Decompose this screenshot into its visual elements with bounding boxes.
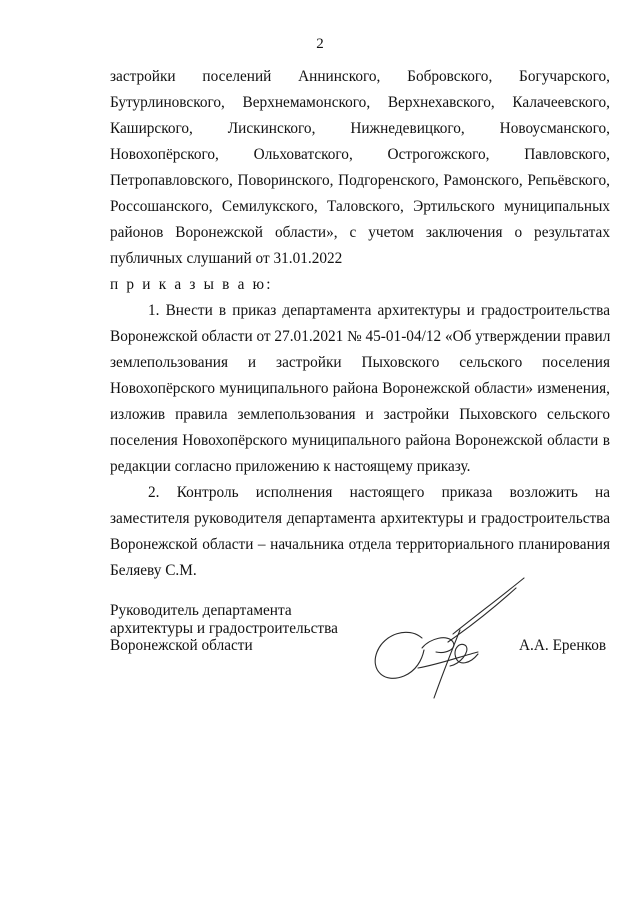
signatory-position [110,602,338,655]
item-1-line: поселения Новохопёрского муниципального района Воронежской области в [110,432,610,449]
text-line: районов Воронежской области», с учетом заключения о результатах [110,224,610,241]
signatory-position-line: Руководитель департамента [110,602,292,619]
handwritten-signature [360,572,535,707]
item-2-line: 2. Контроль исполнения настоящего приказа возложить на [148,484,610,501]
item-1-line: изложив правила землепользования и застройки Пыховского сельского [110,406,610,423]
item-2-line: Беляеву С.М. [110,562,197,579]
item-1-line: 1. Внести в приказ департамента архитектуры и градостроительства [148,302,610,319]
item-1-line: Новохопёрского муниципального района Воронежской области» изменения, [110,380,610,397]
item-2-line: заместителя руководителя департамента архитектуры и градостроительства [110,510,610,527]
document-body [110,64,610,584]
text-line: Петропавловского, Поворинского, Подгоренского, Рамонского, Репьёвского, [110,172,610,189]
signatory-name: А.А. Еренков [519,637,607,654]
text-line: Россошанского, Семилукского, Таловского, Эртильского муниципальных [110,198,610,215]
signatory-position-line: архитектуры и градостроительства [110,619,338,637]
item-1-line: землепользования и застройки Пыховского сельского поселения [110,354,610,371]
item-1-line: Воронежской области от 27.01.2021 № 45-01-04/12 «Об утверждении правил [110,328,611,345]
text-line: Каширского, Лискинского, Нижнедевицкого, Новоусманского, [110,120,610,137]
text-line: публичных слушаний от 31.01.2022 [110,250,343,267]
item-1-line: редакции согласно приложению к настоящему приказу. [110,458,471,475]
item-2-line: Воронежской области – начальника отдела территориального планирования [110,536,610,553]
page-number: 2 [316,36,324,52]
text-line: Новохопёрского, Ольховатского, Острогожского, Павловского, [110,146,610,163]
text-line: застройки поселений Аннинского, Бобровского, Богучарского, [110,68,610,85]
order-word: п р и к а з ы в а ю: [110,276,273,293]
text-line: Бутурлиновского, Верхнемамонского, Верхнехавского, Калачеевского, [110,94,610,111]
signatory-position-line: Воронежской области [110,637,253,654]
